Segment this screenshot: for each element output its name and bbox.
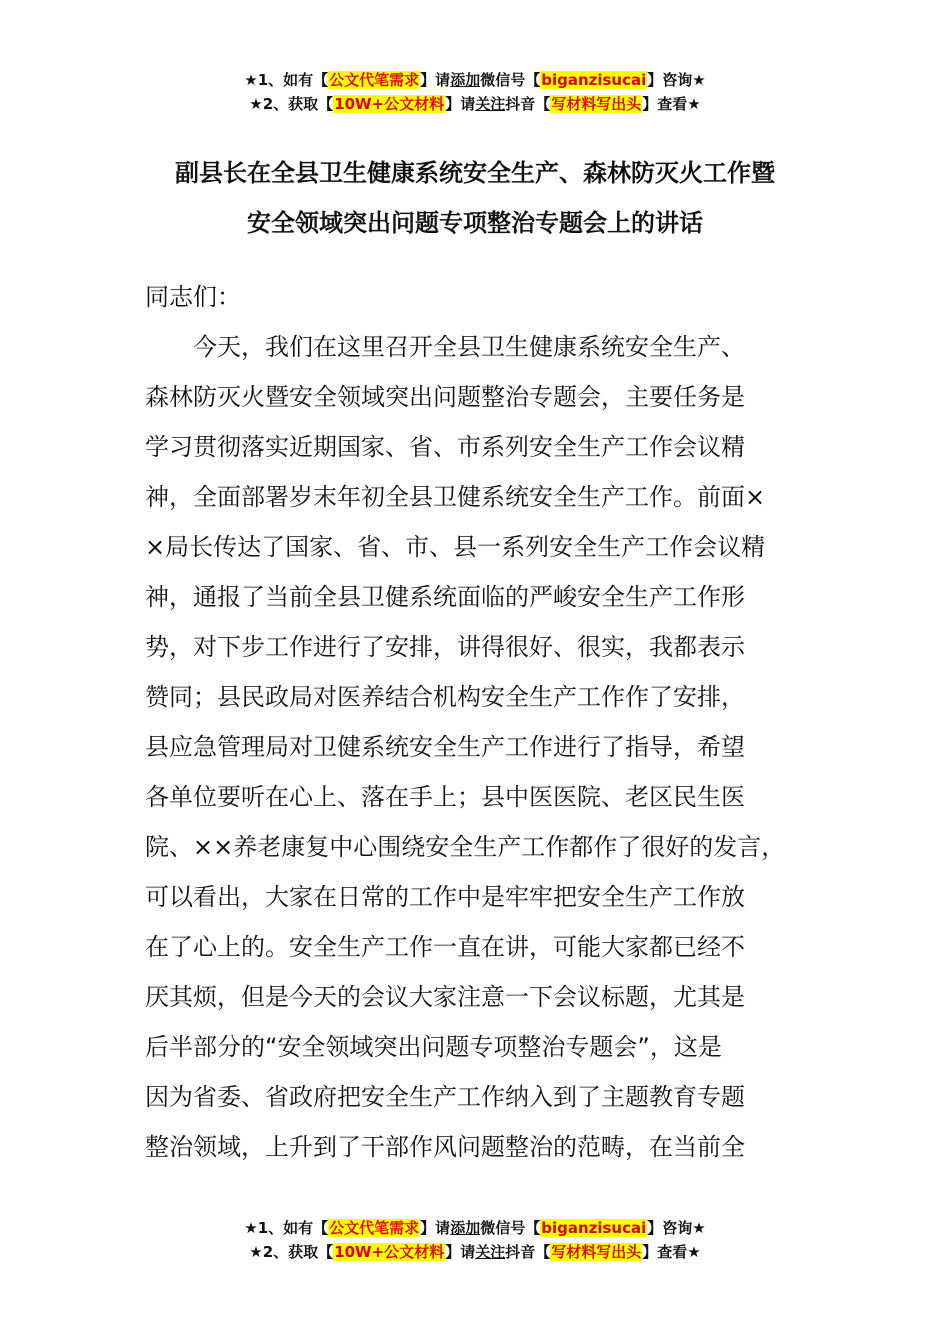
promo-text: 】请 <box>445 1243 476 1261</box>
body-line: 今天，我们在这里召开全县卫生健康系统安全生产、 <box>193 333 745 361</box>
body-line: ×局长传达了国家、省、市、县一系列安全生产工作会议精 <box>145 533 766 561</box>
promo-text: 抖音【 <box>505 1243 551 1261</box>
promo-text: 微信号【 <box>480 71 541 89</box>
body-line: 院、××养老康复中心围绕安全生产工作都作了很好的发言， <box>145 833 786 861</box>
body-line: 各单位要听在心上、落在手上；县中医医院、老区民生医 <box>145 783 745 811</box>
promo-highlight: 10W+公文材料 <box>334 1243 445 1261</box>
footer-promo-banner <box>0 1216 950 1264</box>
promo-text: 】咨询★ <box>647 1219 706 1237</box>
promo-highlight: biganzisucai <box>541 71 647 89</box>
promo-line-1 <box>0 1216 950 1240</box>
body-line: 神，通报了当前全县卫健系统面临的严峻安全生产工作形 <box>145 583 745 611</box>
promo-line-2 <box>0 92 950 116</box>
body-line: 学习贯彻落实近期国家、省、市系列安全生产工作会议精 <box>145 433 745 461</box>
body-line: 整治领域，上升到了干部作风问题整治的范畴，在当前全 <box>145 1133 745 1161</box>
body-line: 森林防灭火暨安全领域突出问题整治专题会，主要任务是 <box>145 383 745 411</box>
salutation: 同志们： <box>145 283 241 311</box>
promo-highlight: 写材料写出头 <box>551 95 642 113</box>
promo-text: 】请 <box>445 95 476 113</box>
body-line: 在了心上的。安全生产工作一直在讲，可能大家都已经不 <box>145 933 745 961</box>
title-line: 副县长在全县卫生健康系统安全生产、森林防灭火工作暨 <box>175 159 775 187</box>
body-line: 因为省委、省政府把安全生产工作纳入到了主题教育专题 <box>145 1083 745 1111</box>
document-title <box>0 148 950 248</box>
promo-text: ★1、如有【 <box>244 71 329 89</box>
header-promo-banner <box>0 68 950 116</box>
body-line: 神，全面部署岁末年初全县卫健系统安全生产工作。前面× <box>145 483 766 511</box>
promo-underline: 添加 <box>450 71 481 89</box>
promo-highlight: 公文代笔需求 <box>329 71 420 89</box>
promo-text: 】查看★ <box>642 1243 701 1261</box>
promo-highlight: 10W+公文材料 <box>334 95 445 113</box>
body-line: 赞同；县民政局对医养结合机构安全生产工作作了安排， <box>145 683 745 711</box>
promo-text: ★2、获取【 <box>249 1243 334 1261</box>
promo-text: 】请 <box>420 71 451 89</box>
promo-highlight: 写材料写出头 <box>551 1243 642 1261</box>
title-line: 安全领域突出问题专项整治专题会上的讲话 <box>247 209 703 237</box>
body-line: 可以看出，大家在日常的工作中是牢牢把安全生产工作放 <box>145 883 745 911</box>
promo-highlight: 公文代笔需求 <box>329 1219 420 1237</box>
body-line: 势，对下步工作进行了安排，讲得很好、很实，我都表示 <box>145 633 745 661</box>
promo-line-1 <box>0 68 950 92</box>
promo-text: 】咨询★ <box>647 71 706 89</box>
promo-text: 抖音【 <box>505 95 551 113</box>
document-body <box>145 272 835 1172</box>
promo-underline: 关注 <box>475 95 506 113</box>
promo-underline: 添加 <box>450 1219 481 1237</box>
body-line: 厌其烦，但是今天的会议大家注意一下会议标题，尤其是 <box>145 983 745 1011</box>
promo-text: 微信号【 <box>480 1219 541 1237</box>
body-line: 后半部分的“安全领域突出问题专项整治专题会”，这是 <box>145 1033 722 1061</box>
promo-text: 】查看★ <box>642 95 701 113</box>
promo-underline: 关注 <box>475 1243 506 1261</box>
promo-line-2 <box>0 1240 950 1264</box>
promo-text: 】请 <box>420 1219 451 1237</box>
promo-text: ★1、如有【 <box>244 1219 329 1237</box>
body-line: 县应急管理局对卫健系统安全生产工作进行了指导，希望 <box>145 733 745 761</box>
promo-highlight: biganzisucai <box>541 1219 647 1237</box>
promo-text: ★2、获取【 <box>249 95 334 113</box>
